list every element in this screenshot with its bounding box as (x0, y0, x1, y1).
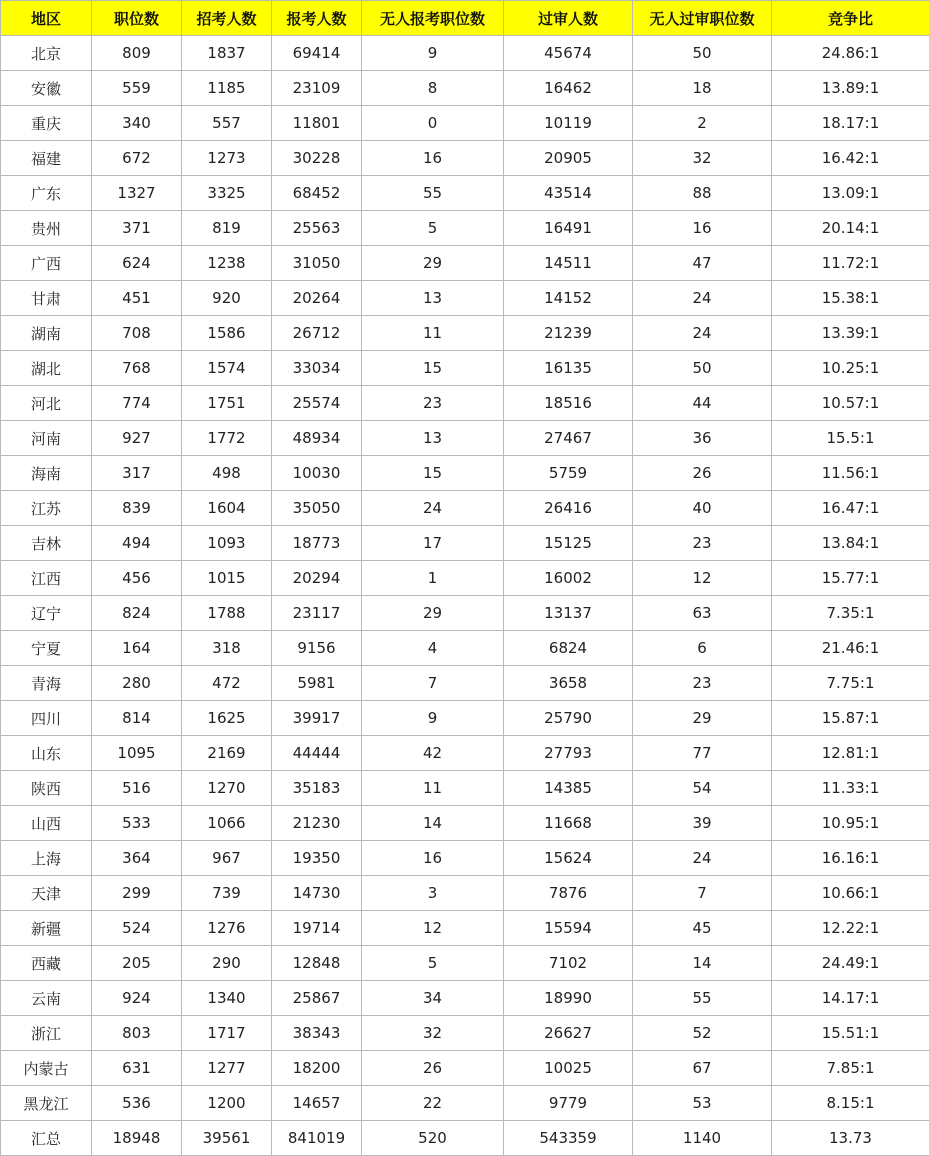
value-cell: 21239 (504, 316, 633, 351)
value-cell: 21.46:1 (772, 631, 929, 666)
value-cell: 1093 (182, 526, 272, 561)
value-cell: 14385 (504, 771, 633, 806)
value-cell: 24.49:1 (772, 946, 929, 981)
value-cell: 1270 (182, 771, 272, 806)
value-cell: 12 (362, 911, 504, 946)
table-row (1, 561, 929, 596)
value-cell: 5 (362, 211, 504, 246)
value-cell: 451 (92, 281, 182, 316)
value-cell: 10.95:1 (772, 806, 929, 841)
value-cell: 88 (633, 176, 772, 211)
value-cell: 2 (633, 106, 772, 141)
value-cell: 14 (362, 806, 504, 841)
value-cell: 13137 (504, 596, 633, 631)
table-row (1, 911, 929, 946)
value-cell: 35183 (272, 771, 362, 806)
value-cell: 12848 (272, 946, 362, 981)
value-cell: 47 (633, 246, 772, 281)
value-cell: 12.22:1 (772, 911, 929, 946)
value-cell: 1140 (633, 1121, 772, 1156)
value-cell: 29 (633, 701, 772, 736)
value-cell: 1015 (182, 561, 272, 596)
value-cell: 14730 (272, 876, 362, 911)
value-cell: 1273 (182, 141, 272, 176)
table-row (1, 456, 929, 491)
table-row (1, 246, 929, 281)
value-cell: 39561 (182, 1121, 272, 1156)
value-cell: 7 (633, 876, 772, 911)
value-cell: 16135 (504, 351, 633, 386)
value-cell: 31050 (272, 246, 362, 281)
column-header: 无人过审职位数 (633, 1, 772, 36)
value-cell: 371 (92, 211, 182, 246)
value-cell: 6824 (504, 631, 633, 666)
value-cell: 18516 (504, 386, 633, 421)
table-row (1, 841, 929, 876)
table-row (1, 71, 929, 106)
value-cell: 44 (633, 386, 772, 421)
value-cell: 18200 (272, 1051, 362, 1086)
table-row (1, 876, 929, 911)
value-cell: 19714 (272, 911, 362, 946)
value-cell: 15 (362, 351, 504, 386)
value-cell: 10025 (504, 1051, 633, 1086)
region-cell: 贵州 (1, 211, 92, 246)
region-cell: 湖南 (1, 316, 92, 351)
value-cell: 10119 (504, 106, 633, 141)
value-cell: 68452 (272, 176, 362, 211)
value-cell: 14511 (504, 246, 633, 281)
value-cell: 32 (362, 1016, 504, 1051)
value-cell: 0 (362, 106, 504, 141)
value-cell: 23109 (272, 71, 362, 106)
value-cell: 25867 (272, 981, 362, 1016)
value-cell: 17 (362, 526, 504, 561)
region-cell: 福建 (1, 141, 92, 176)
value-cell: 12 (633, 561, 772, 596)
value-cell: 15.51:1 (772, 1016, 929, 1051)
value-cell: 4 (362, 631, 504, 666)
value-cell: 24 (362, 491, 504, 526)
value-cell: 7.85:1 (772, 1051, 929, 1086)
value-cell: 1772 (182, 421, 272, 456)
column-header: 地区 (1, 1, 92, 36)
value-cell: 516 (92, 771, 182, 806)
value-cell: 13.89:1 (772, 71, 929, 106)
value-cell: 7876 (504, 876, 633, 911)
value-cell: 1340 (182, 981, 272, 1016)
value-cell: 15125 (504, 526, 633, 561)
value-cell: 1185 (182, 71, 272, 106)
value-cell: 15.87:1 (772, 701, 929, 736)
value-cell: 39917 (272, 701, 362, 736)
value-cell: 52 (633, 1016, 772, 1051)
value-cell: 27793 (504, 736, 633, 771)
value-cell: 15.77:1 (772, 561, 929, 596)
value-cell: 16.47:1 (772, 491, 929, 526)
value-cell: 13.84:1 (772, 526, 929, 561)
table-body (1, 36, 929, 1156)
table-row (1, 176, 929, 211)
value-cell: 498 (182, 456, 272, 491)
table-row (1, 491, 929, 526)
value-cell: 21230 (272, 806, 362, 841)
table-row (1, 596, 929, 631)
value-cell: 18.17:1 (772, 106, 929, 141)
value-cell: 23 (633, 666, 772, 701)
value-cell: 16 (633, 211, 772, 246)
table-row (1, 771, 929, 806)
value-cell: 14152 (504, 281, 633, 316)
value-cell: 40 (633, 491, 772, 526)
value-cell: 1095 (92, 736, 182, 771)
region-cell: 江苏 (1, 491, 92, 526)
region-cell: 北京 (1, 36, 92, 71)
region-cell: 陕西 (1, 771, 92, 806)
value-cell: 35050 (272, 491, 362, 526)
table-row (1, 946, 929, 981)
value-cell: 26 (633, 456, 772, 491)
value-cell: 25574 (272, 386, 362, 421)
value-cell: 25563 (272, 211, 362, 246)
region-cell: 宁夏 (1, 631, 92, 666)
value-cell: 23 (633, 526, 772, 561)
value-cell: 26 (362, 1051, 504, 1086)
value-cell: 36 (633, 421, 772, 456)
value-cell: 24.86:1 (772, 36, 929, 71)
value-cell: 5 (362, 946, 504, 981)
region-cell: 新疆 (1, 911, 92, 946)
region-cell: 四川 (1, 701, 92, 736)
value-cell: 24 (633, 281, 772, 316)
value-cell: 1066 (182, 806, 272, 841)
value-cell: 524 (92, 911, 182, 946)
table-row (1, 211, 929, 246)
value-cell: 1837 (182, 36, 272, 71)
value-cell: 16.42:1 (772, 141, 929, 176)
value-cell: 672 (92, 141, 182, 176)
value-cell: 7 (362, 666, 504, 701)
value-cell: 16462 (504, 71, 633, 106)
table-row (1, 526, 929, 561)
value-cell: 299 (92, 876, 182, 911)
table-row (1, 631, 929, 666)
value-cell: 20264 (272, 281, 362, 316)
value-cell: 33034 (272, 351, 362, 386)
value-cell: 624 (92, 246, 182, 281)
value-cell: 3 (362, 876, 504, 911)
value-cell: 18 (633, 71, 772, 106)
value-cell: 8 (362, 71, 504, 106)
value-cell: 1751 (182, 386, 272, 421)
value-cell: 29 (362, 246, 504, 281)
value-cell: 708 (92, 316, 182, 351)
value-cell: 50 (633, 36, 772, 71)
value-cell: 1717 (182, 1016, 272, 1051)
value-cell: 164 (92, 631, 182, 666)
value-cell: 15.38:1 (772, 281, 929, 316)
value-cell: 557 (182, 106, 272, 141)
value-cell: 9156 (272, 631, 362, 666)
value-cell: 67 (633, 1051, 772, 1086)
value-cell: 24 (633, 841, 772, 876)
value-cell: 10.25:1 (772, 351, 929, 386)
value-cell: 10.57:1 (772, 386, 929, 421)
column-header: 无人报考职位数 (362, 1, 504, 36)
value-cell: 32 (633, 141, 772, 176)
value-cell: 1586 (182, 316, 272, 351)
value-cell: 2169 (182, 736, 272, 771)
value-cell: 3658 (504, 666, 633, 701)
region-cell: 吉林 (1, 526, 92, 561)
value-cell: 20905 (504, 141, 633, 176)
region-cell: 海南 (1, 456, 92, 491)
value-cell: 841019 (272, 1121, 362, 1156)
value-cell: 16 (362, 141, 504, 176)
table-row (1, 36, 929, 71)
value-cell: 11.56:1 (772, 456, 929, 491)
region-cell: 河南 (1, 421, 92, 456)
value-cell: 924 (92, 981, 182, 1016)
value-cell: 18990 (504, 981, 633, 1016)
value-cell: 54 (633, 771, 772, 806)
column-header: 招考人数 (182, 1, 272, 36)
value-cell: 340 (92, 106, 182, 141)
value-cell: 472 (182, 666, 272, 701)
value-cell: 1327 (92, 176, 182, 211)
table-row (1, 421, 929, 456)
value-cell: 15.5:1 (772, 421, 929, 456)
value-cell: 1788 (182, 596, 272, 631)
value-cell: 55 (362, 176, 504, 211)
value-cell: 10.66:1 (772, 876, 929, 911)
column-header: 职位数 (92, 1, 182, 36)
value-cell: 1276 (182, 911, 272, 946)
value-cell: 318 (182, 631, 272, 666)
value-cell: 520 (362, 1121, 504, 1156)
value-cell: 11 (362, 316, 504, 351)
table-row (1, 806, 929, 841)
value-cell: 16491 (504, 211, 633, 246)
value-cell: 364 (92, 841, 182, 876)
value-cell: 20.14:1 (772, 211, 929, 246)
value-cell: 14 (633, 946, 772, 981)
region-cell: 西藏 (1, 946, 92, 981)
header-row (1, 1, 929, 36)
value-cell: 16002 (504, 561, 633, 596)
value-cell: 26416 (504, 491, 633, 526)
value-cell: 7.75:1 (772, 666, 929, 701)
value-cell: 45674 (504, 36, 633, 71)
column-header: 过审人数 (504, 1, 633, 36)
table-row (1, 351, 929, 386)
region-cell: 内蒙古 (1, 1051, 92, 1086)
value-cell: 536 (92, 1086, 182, 1121)
value-cell: 18773 (272, 526, 362, 561)
value-cell: 1604 (182, 491, 272, 526)
table-row (1, 281, 929, 316)
value-cell: 69414 (272, 36, 362, 71)
value-cell: 205 (92, 946, 182, 981)
value-cell: 16 (362, 841, 504, 876)
value-cell: 920 (182, 281, 272, 316)
value-cell: 543359 (504, 1121, 633, 1156)
table-header (1, 1, 929, 36)
value-cell: 6 (633, 631, 772, 666)
table-row (1, 106, 929, 141)
table-row (1, 141, 929, 176)
value-cell: 1238 (182, 246, 272, 281)
table-row (1, 316, 929, 351)
region-cell: 青海 (1, 666, 92, 701)
value-cell: 23117 (272, 596, 362, 631)
value-cell: 3325 (182, 176, 272, 211)
value-cell: 50 (633, 351, 772, 386)
value-cell: 77 (633, 736, 772, 771)
value-cell: 280 (92, 666, 182, 701)
value-cell: 11668 (504, 806, 633, 841)
region-cell: 云南 (1, 981, 92, 1016)
value-cell: 55 (633, 981, 772, 1016)
value-cell: 14657 (272, 1086, 362, 1121)
value-cell: 739 (182, 876, 272, 911)
value-cell: 15594 (504, 911, 633, 946)
value-cell: 15624 (504, 841, 633, 876)
region-cell: 辽宁 (1, 596, 92, 631)
value-cell: 11 (362, 771, 504, 806)
value-cell: 5759 (504, 456, 633, 491)
value-cell: 9779 (504, 1086, 633, 1121)
value-cell: 10030 (272, 456, 362, 491)
value-cell: 44444 (272, 736, 362, 771)
value-cell: 39 (633, 806, 772, 841)
region-cell: 广西 (1, 246, 92, 281)
region-cell: 河北 (1, 386, 92, 421)
value-cell: 11801 (272, 106, 362, 141)
table-row (1, 666, 929, 701)
value-cell: 317 (92, 456, 182, 491)
value-cell: 13.09:1 (772, 176, 929, 211)
value-cell: 53 (633, 1086, 772, 1121)
value-cell: 48934 (272, 421, 362, 456)
value-cell: 967 (182, 841, 272, 876)
value-cell: 494 (92, 526, 182, 561)
region-cell: 浙江 (1, 1016, 92, 1051)
value-cell: 19350 (272, 841, 362, 876)
value-cell: 803 (92, 1016, 182, 1051)
value-cell: 42 (362, 736, 504, 771)
value-cell: 25790 (504, 701, 633, 736)
value-cell: 20294 (272, 561, 362, 596)
value-cell: 768 (92, 351, 182, 386)
value-cell: 8.15:1 (772, 1086, 929, 1121)
value-cell: 809 (92, 36, 182, 71)
value-cell: 27467 (504, 421, 633, 456)
value-cell: 23 (362, 386, 504, 421)
column-header: 竞争比 (772, 1, 929, 36)
value-cell: 456 (92, 561, 182, 596)
value-cell: 24 (633, 316, 772, 351)
value-cell: 63 (633, 596, 772, 631)
value-cell: 13 (362, 421, 504, 456)
value-cell: 1200 (182, 1086, 272, 1121)
region-cell: 湖北 (1, 351, 92, 386)
value-cell: 819 (182, 211, 272, 246)
value-cell: 533 (92, 806, 182, 841)
value-cell: 26712 (272, 316, 362, 351)
region-cell: 广东 (1, 176, 92, 211)
value-cell: 34 (362, 981, 504, 1016)
value-cell: 22 (362, 1086, 504, 1121)
region-cell: 上海 (1, 841, 92, 876)
region-cell: 黑龙江 (1, 1086, 92, 1121)
region-cell: 汇总 (1, 1121, 92, 1156)
value-cell: 13.39:1 (772, 316, 929, 351)
value-cell: 14.17:1 (772, 981, 929, 1016)
table-row (1, 1086, 929, 1121)
value-cell: 1625 (182, 701, 272, 736)
value-cell: 29 (362, 596, 504, 631)
value-cell: 927 (92, 421, 182, 456)
value-cell: 15 (362, 456, 504, 491)
value-cell: 1 (362, 561, 504, 596)
value-cell: 12.81:1 (772, 736, 929, 771)
table-row (1, 386, 929, 421)
value-cell: 9 (362, 701, 504, 736)
value-cell: 7.35:1 (772, 596, 929, 631)
total-row (1, 1121, 929, 1156)
value-cell: 16.16:1 (772, 841, 929, 876)
value-cell: 824 (92, 596, 182, 631)
region-cell: 山东 (1, 736, 92, 771)
value-cell: 774 (92, 386, 182, 421)
value-cell: 839 (92, 491, 182, 526)
table-row (1, 701, 929, 736)
value-cell: 814 (92, 701, 182, 736)
value-cell: 11.33:1 (772, 771, 929, 806)
table-row (1, 981, 929, 1016)
table-row (1, 736, 929, 771)
value-cell: 38343 (272, 1016, 362, 1051)
region-cell: 山西 (1, 806, 92, 841)
region-cell: 天津 (1, 876, 92, 911)
value-cell: 7102 (504, 946, 633, 981)
value-cell: 631 (92, 1051, 182, 1086)
value-cell: 559 (92, 71, 182, 106)
value-cell: 1574 (182, 351, 272, 386)
region-cell: 甘肃 (1, 281, 92, 316)
region-cell: 江西 (1, 561, 92, 596)
table-row (1, 1016, 929, 1051)
value-cell: 290 (182, 946, 272, 981)
value-cell: 13.73 (772, 1121, 929, 1156)
value-cell: 45 (633, 911, 772, 946)
value-cell: 9 (362, 36, 504, 71)
region-cell: 安徽 (1, 71, 92, 106)
value-cell: 18948 (92, 1121, 182, 1156)
value-cell: 13 (362, 281, 504, 316)
value-cell: 43514 (504, 176, 633, 211)
value-cell: 26627 (504, 1016, 633, 1051)
value-cell: 30228 (272, 141, 362, 176)
table-row (1, 1051, 929, 1086)
value-cell: 11.72:1 (772, 246, 929, 281)
value-cell: 5981 (272, 666, 362, 701)
column-header: 报考人数 (272, 1, 362, 36)
region-cell: 重庆 (1, 106, 92, 141)
value-cell: 1277 (182, 1051, 272, 1086)
